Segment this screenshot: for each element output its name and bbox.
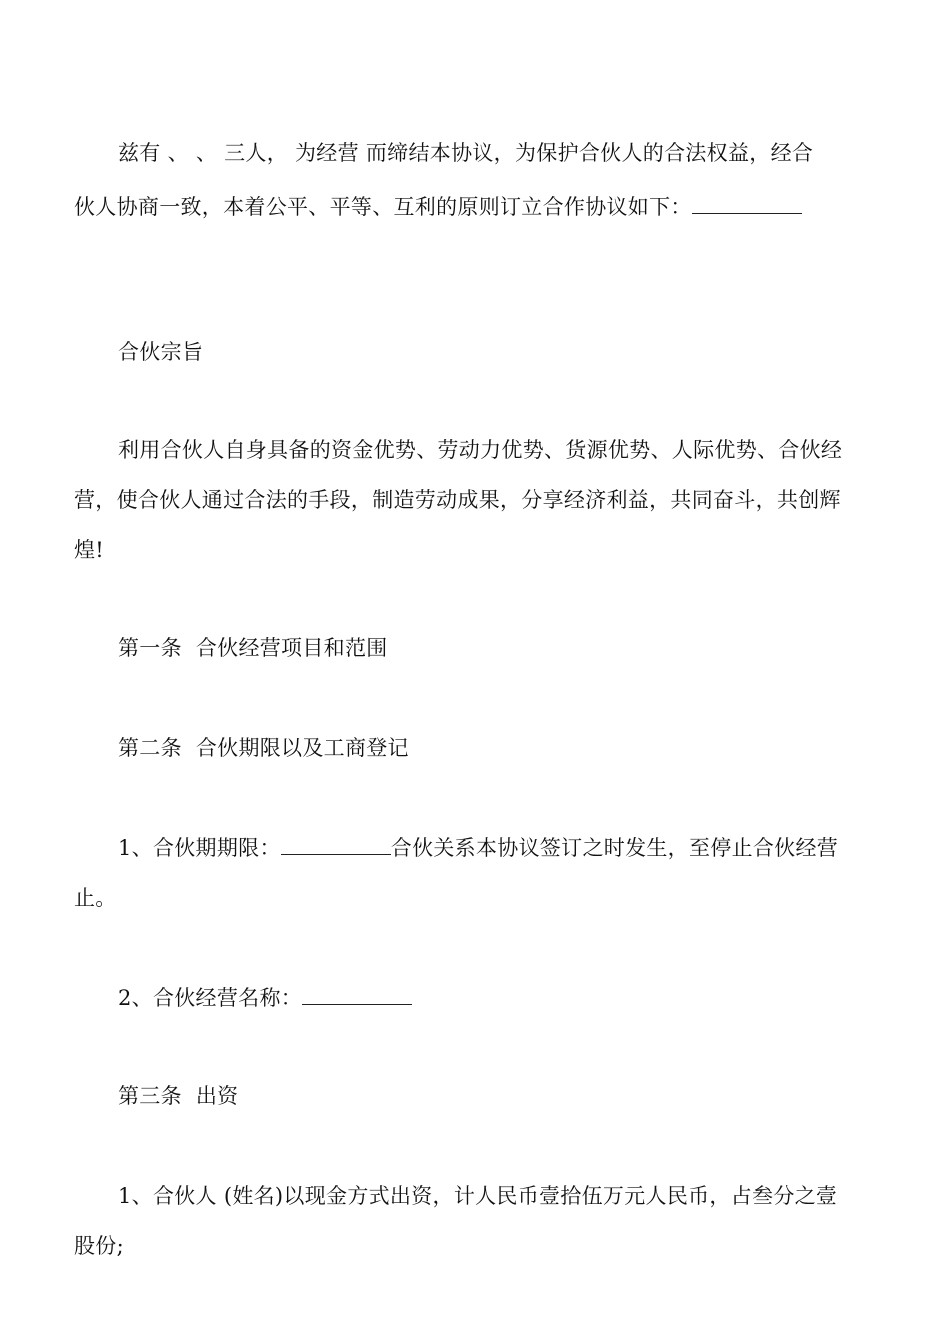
purpose-line-3: 煌! (74, 538, 105, 562)
article-2-heading: 第二条 合伙期限以及工商登记 (118, 736, 409, 760)
purpose-line-1: 利用合伙人自身具备的资金优势、劳动力优势、货源优势、人际优势、合伙经 (118, 438, 843, 462)
intro-line-2 (74, 194, 880, 220)
purpose-line-2: 营，使合伙人通过合法的手段，制造劳动成果，分享经济利益，共同奋斗，共创辉 (74, 488, 841, 512)
article-2-item-1-cont: 止。 (74, 886, 117, 910)
business-name-label: 2、合伙经营名称： (118, 986, 303, 1010)
intro-line-1: 兹有 、 、 三人， 为经营 而缔结本协议，为保护合伙人的合法权益，经合 (118, 141, 814, 165)
term-blank (281, 836, 391, 855)
purpose-heading: 合伙宗旨 (118, 340, 204, 364)
business-name-blank (302, 986, 412, 1005)
article-3-item-1-line-1: 1、合伙人 (姓名)以现金方式出资，计人民币壹拾伍万元人民币，占叁分之壹 (118, 1184, 838, 1208)
article-3-item-1-line-2: 股份; (74, 1234, 124, 1258)
term-text: 合伙关系本协议签订之时发生，至停止合伙经营 (390, 836, 839, 860)
article-3-heading: 第三条 出资 (118, 1084, 239, 1108)
article-1-heading: 第一条 合伙经营项目和范围 (118, 636, 388, 660)
intro-blank (692, 195, 802, 214)
term-label: 1、合伙期期限： (118, 836, 281, 860)
article-2-item-1 (118, 835, 924, 861)
article-2-item-2 (118, 985, 924, 1011)
intro-line-2-text: 伙人协商一致，本着公平、平等、互利的原则订立合作协议如下： (74, 195, 692, 219)
